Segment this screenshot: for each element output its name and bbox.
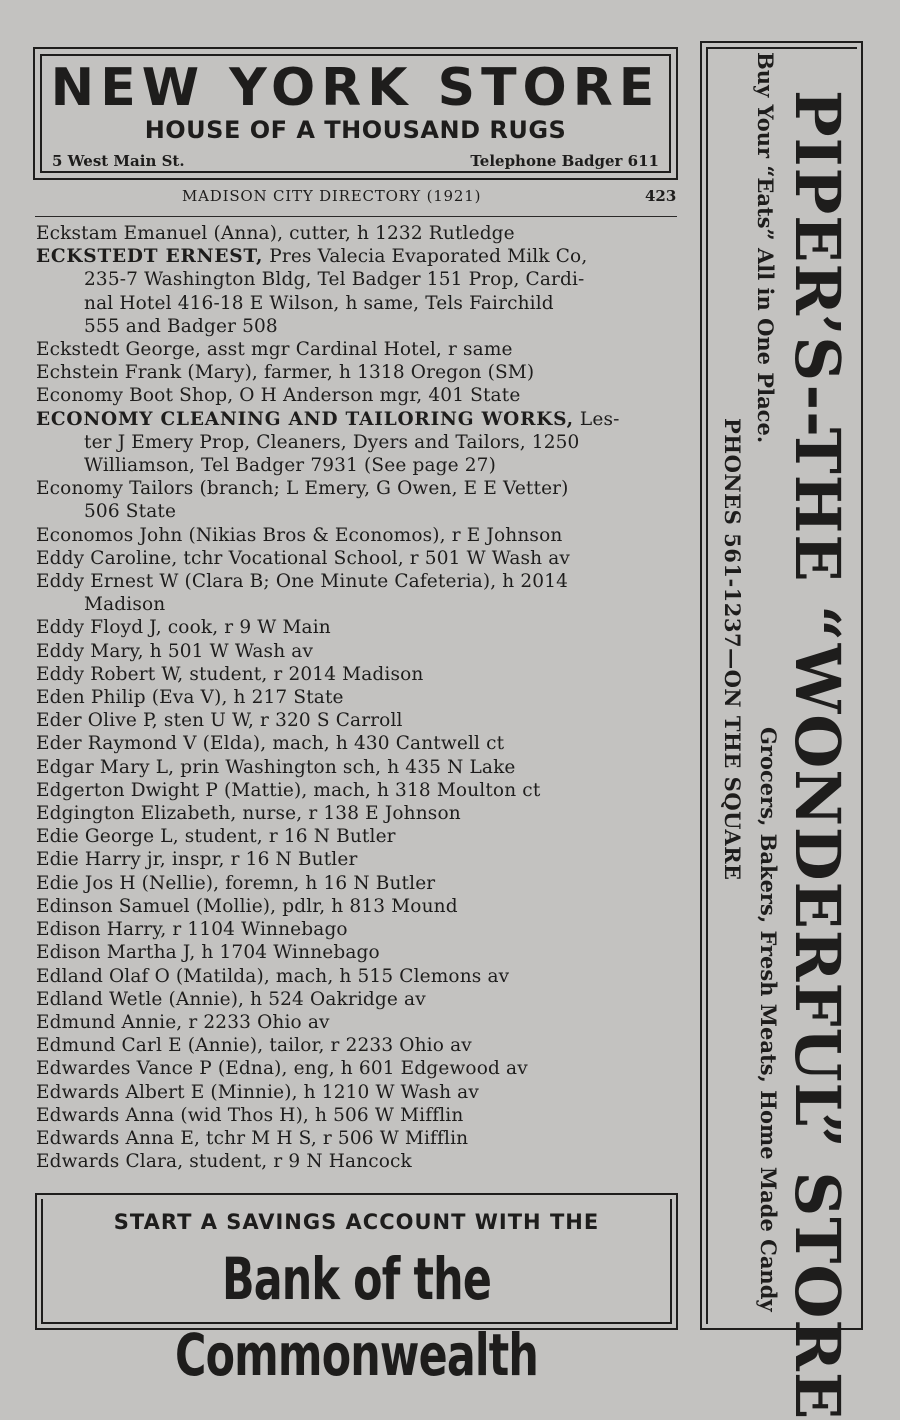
- directory-entry: [36, 802, 682, 825]
- directory-entry: [36, 872, 682, 895]
- entry-text: Eckstam Emanuel (Anna), cutter, h 1232 Rutledge: [36, 223, 515, 244]
- page-number: 423: [645, 187, 677, 205]
- directory-entry: [36, 384, 682, 407]
- directory-entry: [36, 825, 682, 848]
- bank-ad-inner-frame: [41, 1199, 672, 1389]
- bank-ad: [35, 1193, 678, 1389]
- pipers-tagline: Buy Your “Eats” All in One Place.: [753, 52, 778, 444]
- directory-entry: [36, 1127, 682, 1150]
- directory-entry: [36, 361, 682, 384]
- directory-entry: [36, 222, 682, 245]
- directory-entry: [36, 663, 682, 686]
- new-york-store-address: 5 West Main St.: [52, 152, 185, 170]
- running-header-title: MADISON CITY DIRECTORY (1921): [182, 187, 482, 205]
- directory-entry: [36, 756, 682, 779]
- pipers-phones: PHONES 561-1237—ON THE SQUARE: [720, 418, 745, 881]
- entry-text: Edinson Samuel (Mollie), pdlr, h 813 Mound: [36, 895, 458, 917]
- directory-entry: [36, 408, 682, 478]
- directory-entry: [36, 640, 682, 663]
- directory-entry: [36, 1150, 682, 1173]
- entry-text: Eddy Caroline, tchr Vocational School, r 501 W Wash av: [36, 547, 571, 569]
- directory-entry: [36, 686, 682, 709]
- directory-entry: [36, 1057, 682, 1080]
- entry-text: Eddy Floyd J, cook, r 9 W Main: [36, 617, 331, 639]
- directory-entry: [36, 709, 682, 732]
- directory-entry: [36, 1104, 682, 1127]
- entry-text: Edie Jos H (Nellie), foremn, h 16 N Butler: [36, 872, 436, 894]
- directory-entry: [36, 245, 682, 338]
- directory-entry: [36, 477, 682, 523]
- entry-text: Edland Wetle (Annie), h 524 Oakridge av: [36, 988, 426, 1010]
- entry-text: Eddy Mary, h 501 W Wash av: [36, 640, 314, 662]
- entry-text: Edmund Annie, r 2233 Ohio av: [36, 1011, 330, 1033]
- new-york-store-title: NEW YORK STORE: [50, 58, 661, 118]
- directory-entry: [36, 941, 682, 964]
- entry-text: Eddy Ernest W (Clara B; One Minute Cafeteria), h 2014 Madison: [36, 571, 569, 616]
- directory-entry: [36, 524, 682, 547]
- directory-entry: [36, 965, 682, 988]
- directory-entry: [36, 918, 682, 941]
- directory-listings: [36, 222, 682, 1173]
- entry-text: Economos John (Nikias Bros & Economos), r E Johnson: [36, 524, 563, 546]
- entry-text: Edwards Anna (wid Thos H), h 506 W Mifflin: [36, 1104, 464, 1126]
- entry-text: Edwards Albert E (Minnie), h 1210 W Wash av: [36, 1081, 479, 1103]
- entry-bold-name: ECONOMY CLEANING AND TAILORING WORKS,: [36, 408, 574, 430]
- entry-text: Edmund Carl E (Annie), tailor, r 2233 Ohio av: [36, 1035, 472, 1057]
- entry-text: Eden Philip (Eva V), h 217 State: [36, 687, 344, 709]
- directory-entry: [36, 779, 682, 802]
- directory-entry: [36, 848, 682, 871]
- directory-entry: [36, 895, 682, 918]
- bank-name: Bank of the Commonwealth: [174, 1245, 539, 1389]
- entry-text: Eddy Robert W, student, r 2014 Madison: [36, 663, 424, 685]
- entry-text: Economy Tailors (branch; L Emery, G Owen, E E Vetter) 506 State: [36, 478, 569, 523]
- entry-text: Edison Harry, r 1104 Winnebago: [36, 919, 348, 941]
- entry-text: Edwardes Vance P (Edna), eng, h 601 Edgewood av: [36, 1058, 528, 1080]
- pipers-store-name: PIPER’S--THE “WONDERFUL” STORE: [781, 90, 854, 1420]
- entry-text: Edison Martha J, h 1704 Winnebago: [36, 942, 380, 964]
- entry-bold-name: ECKSTEDT ERNEST,: [36, 246, 264, 268]
- directory-entry: [36, 1034, 682, 1057]
- entry-text: Edie Harry jr, inspr, r 16 N Butler: [36, 849, 358, 871]
- directory-entry: [36, 1011, 682, 1034]
- directory-entry: [36, 338, 682, 361]
- entry-text: Pres Valecia Evaporated Milk Co, 235-7 Washington Bldg, Tel Badger 151 Prop, Cardi- nal Hotel 416-18 E Wilson, h same, Tels Fairchild 555 and Badger 508: [84, 246, 588, 337]
- new-york-store-subtitle: HOUSE OF A THOUSAND RUGS: [144, 116, 567, 144]
- new-york-store-ad: [33, 47, 678, 180]
- new-york-store-telephone: Telephone Badger 611: [470, 152, 659, 170]
- new-york-store-ad-inner-frame: [40, 54, 671, 173]
- entry-text: Edie George L, student, r 16 N Butler: [36, 826, 396, 848]
- entry-text: Edwards Clara, student, r 9 N Hancock: [36, 1151, 412, 1173]
- directory-entry: [36, 616, 682, 639]
- directory-entry: [36, 547, 682, 570]
- entry-text: Edwards Anna E, tchr M H S, r 506 W Mifflin: [36, 1127, 469, 1149]
- entry-text: Economy Boot Shop, O H Anderson mgr, 401 State: [36, 385, 521, 407]
- directory-entry: [36, 1081, 682, 1104]
- entry-text: Edland Olaf O (Matilda), mach, h 515 Clemons av: [36, 965, 510, 987]
- entry-text: Les- ter J Emery Prop, Cleaners, Dyers and Tailors, 1250 Williamson, Tel Badger 7931 (See page 27): [84, 408, 620, 477]
- entry-text: Eder Olive P, sten U W, r 320 S Carroll: [36, 710, 403, 732]
- entry-text: Edgerton Dwight P (Mattie), mach, h 318 Moulton ct: [36, 779, 541, 801]
- header-divider: [35, 216, 677, 217]
- entry-text: Edgington Elizabeth, nurse, r 138 E Johnson: [36, 803, 461, 825]
- directory-entry: [36, 988, 682, 1011]
- entry-text: Edgar Mary L, prin Washington sch, h 435 N Lake: [36, 756, 516, 778]
- directory-entry: [36, 732, 682, 755]
- directory-entry: [36, 570, 682, 616]
- bank-ad-headline: START A SAVINGS ACCOUNT WITH THE: [113, 1210, 600, 1234]
- entry-text: Echstein Frank (Mary), farmer, h 1318 Oregon (SM): [36, 362, 535, 384]
- entry-text: Eder Raymond V (Elda), mach, h 430 Cantwell ct: [36, 733, 505, 755]
- pipers-goods: Grocers, Bakers, Fresh Meats, Home Made Candy: [756, 727, 781, 1312]
- entry-text: Eckstedt George, asst mgr Cardinal Hotel, r same: [36, 339, 513, 361]
